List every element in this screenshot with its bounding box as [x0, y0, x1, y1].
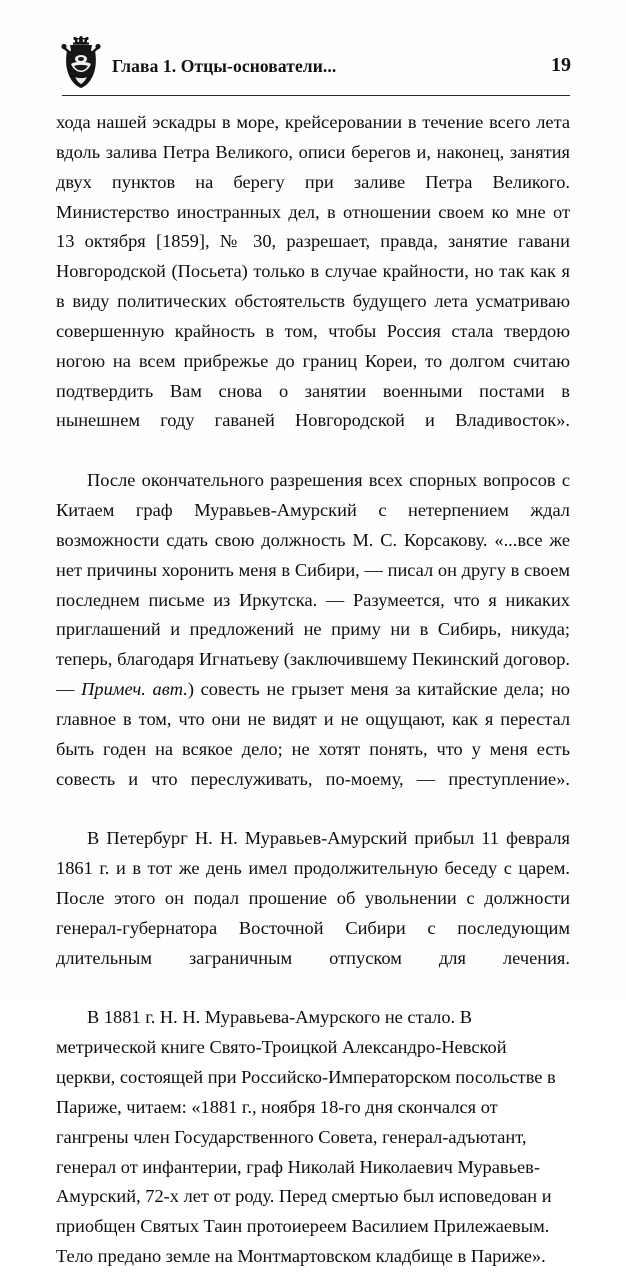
running-head: [0, 0, 626, 96]
header-divider: [55, 95, 570, 96]
page-number: 19: [551, 54, 571, 76]
paragraph-3: В Петербург Н. Н. Муравьев-Амурский прибыл 11 февраля 1861 г. и в тот же день имел продолжительную беседу с царем. После этого он подал прошение об увольнении с должности генерал-губернатора Восточной Сибири с последующим длительным заграничным отпуском для лечения.: [56, 828, 570, 968]
chapter-running-title: Глава 1. Отцы-основатели...: [112, 56, 337, 76]
paragraph-4: В 1881 г. Н. Н. Муравьева-Амурского не стало. В метрической книге Свято-Троицкой Александро-Невской церкви, состоящей при Российско-Императорском посольстве в Париже, читаем: «1881 г., ноября 18-го дня скончался от гангрены член Государственного Совета, генерал-адъютант, генерал от инфантерии, граф Николай Николаевич Муравьев-Амурский, 72-х лет от роду. Перед смертью был исповедован и приобщен Святых Таин протоиереем Василием Прилежаевым. Тело предано земле на Монтмартовском кладбище в Париже».: [56, 1007, 556, 1267]
paragraph-2-text-after-italic: ) совесть не грызет меня за китайские дела; но главное в том, что они не видят и не ощущают, как я перестал быть годен на всякое дело; не хотят понять, что у меня есть совесть и что переслуживать, по-моему, — преступление».: [56, 679, 570, 789]
paragraph-1: хода нашей эскадры в море, крейсеровании в течение всего лета вдоль залива Петра Великого, описи берегов и, наконец, занятия двух пунктов на берегу при заливе Петра Великого. Министерство иностранных дел, в отношении своем ко мне от 13 октября [1859], № 30, разрешает, правда, занятие гавани Новгородской (Посьета) только в случае крайности, но так как я в виду политических обстоятельств будущего лета усматриваю совершенную крайность в том, чтобы Россия стала твердою ногою на всем прибрежье до границ Кореи, то долгом считаю подтвердить Вам снова о занятии военными постами в нынешнем году гаваней Новгородской и Владивосток».: [56, 112, 570, 431]
coat-of-arms-icon: [58, 36, 104, 90]
page-body: [56, 108, 570, 1272]
paragraph-2-italic-note: Примеч. авт.: [81, 679, 188, 700]
paragraph-2-text-before-italic: После окончательного разрешения всех спорных вопросов с Китаем граф Муравьев-Амурский с нетерпением ждал возможности сдать свою должность М. С. Корсакову. «...все же нет причины хоронить меня в Сибири, — писал он другу в своем последнем письме из Иркутска. — Разумеется, что я никаких приглашений и предложений не приму ни в Сибирь, никуда; теперь, благодаря Игнатьеву (заключившему Пекинский договор. —: [56, 470, 570, 700]
paragraph-2: [56, 466, 570, 824]
header-divider-gap: [55, 93, 62, 97]
